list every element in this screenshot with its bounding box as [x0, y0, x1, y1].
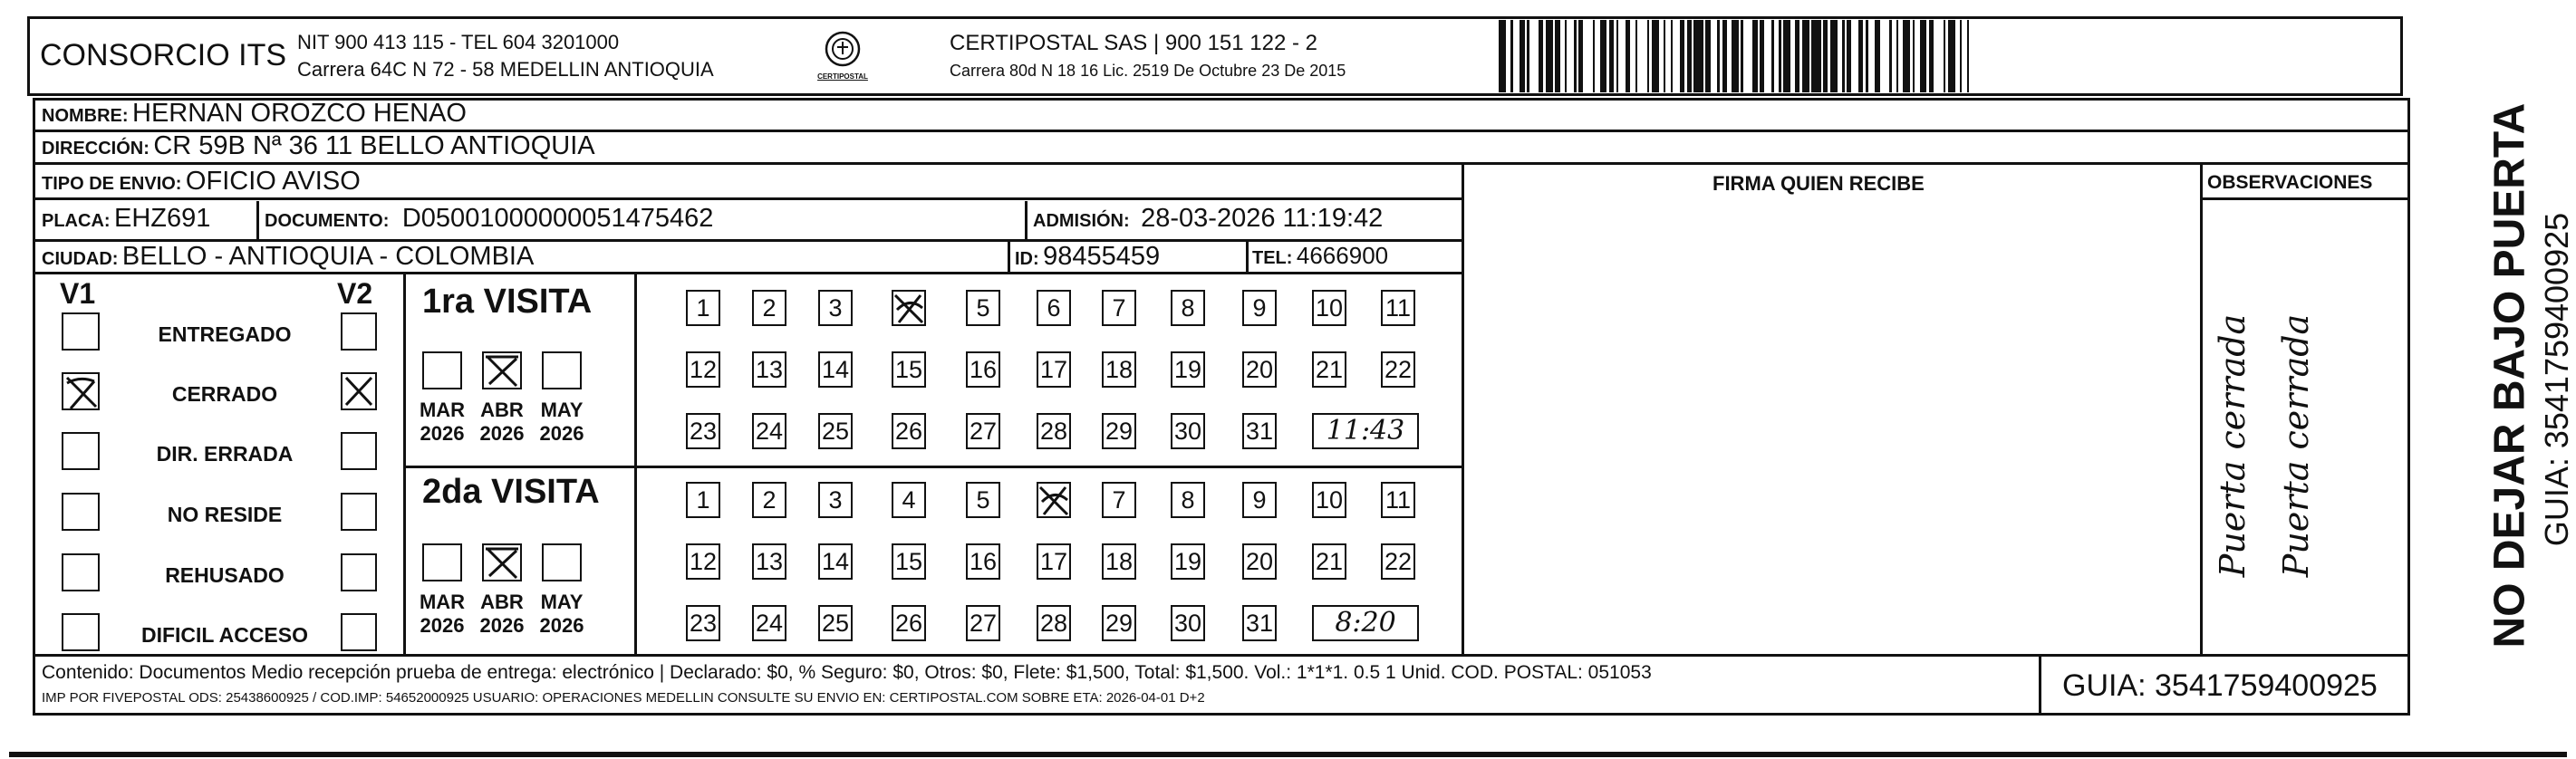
divider	[2200, 197, 2408, 200]
second-visit-year-label: 2026	[479, 614, 525, 637]
v2-header: V2	[337, 277, 373, 310]
status-option-label: DIR. ERRADA	[156, 442, 294, 466]
v2-checkbox[interactable]	[341, 432, 377, 470]
direccion-label: DIRECCIÓN:	[42, 139, 150, 159]
first-visit-day-box[interactable]: 27	[966, 413, 1000, 449]
ciudad-row	[42, 242, 534, 272]
divider	[2039, 654, 2041, 716]
admision-row	[1033, 204, 1383, 234]
status-option-label: REHUSADO	[165, 563, 285, 587]
second-visit-day-box[interactable]: 10	[1312, 482, 1346, 518]
second-visit-day-box[interactable]: 26	[892, 605, 926, 641]
ciudad-label: CIUDAD:	[42, 249, 119, 269]
first-visit-day-box[interactable]: 18	[1102, 351, 1136, 388]
first-visit-day-box[interactable]	[892, 290, 926, 326]
status-option-label: ENTREGADO	[158, 322, 292, 346]
second-visit-day-box[interactable]: 5	[966, 482, 1000, 518]
divider	[1008, 241, 1010, 272]
company-line-1: NIT 900 413 115 - TEL 604 3201000	[297, 31, 620, 53]
first-visit-month-checkbox[interactable]	[422, 351, 462, 389]
first-visit-day-box[interactable]: 3	[818, 290, 853, 326]
first-visit-day-box[interactable]: 23	[686, 413, 720, 449]
second-visit-day-box[interactable]: 13	[752, 543, 786, 580]
v2-checkbox[interactable]	[341, 372, 377, 410]
second-visit-month-label: MAY	[540, 591, 584, 613]
certipostal-logo	[815, 27, 870, 91]
second-visit-day-box[interactable]: 7	[1102, 482, 1136, 518]
first-visit-day-box[interactable]: 25	[818, 413, 853, 449]
nombre-label: NOMBRE:	[42, 106, 129, 126]
direccion-row	[42, 131, 595, 161]
second-visit-day-box[interactable]: 12	[686, 543, 720, 580]
first-visit-month-checkbox[interactable]	[542, 351, 582, 389]
divider	[34, 162, 2408, 165]
divider	[403, 272, 406, 654]
first-visit-year-label: 2026	[539, 422, 584, 445]
second-visit-day-box[interactable]: 8	[1171, 482, 1205, 518]
first-visit-month-label: MAR	[419, 399, 466, 421]
footer-guia: GUIA: 3541759400925	[2062, 668, 2378, 703]
v2-checkbox[interactable]	[341, 553, 377, 591]
divider	[2200, 162, 2203, 656]
first-visit-month-label: MAY	[540, 399, 584, 421]
id-label: ID:	[1015, 249, 1039, 269]
admision-label: ADMISIÓN:	[1033, 211, 1130, 231]
company-line-2: Carrera 64C N 72 - 58 MEDELLIN ANTIOQUIA	[297, 58, 714, 81]
footer-content-line: Contenido: Documentos Medio recepción prueba de entrega: electrónico | Declarado: $0, % Seguro: $0, Otros: $0, Flete: $1,500, Total: $1,500. Vol.: 1*1*1. 0.5 1 Unid. COD. POSTAL: 051053	[42, 662, 1652, 683]
first-visit-day-box[interactable]: 20	[1242, 351, 1277, 388]
second-visit-day-box[interactable]: 4	[892, 482, 926, 518]
first-visit-day-box[interactable]: 24	[752, 413, 786, 449]
second-visit-time-box[interactable]: 8:20	[1312, 605, 1419, 641]
second-visit-day-box[interactable]: 15	[892, 543, 926, 580]
observaciones-label: OBSERVACIONES	[2207, 172, 2373, 193]
documento-label: DOCUMENTO:	[265, 211, 390, 231]
second-visit-day-box[interactable]: 21	[1312, 543, 1346, 580]
firma-label: FIRMA QUIEN RECIBE	[1713, 172, 1925, 195]
certipostal-line-2: Carrera 80d N 18 16 Lic. 2519 De Octubre 23 De 2015	[950, 62, 1346, 80]
first-visit-day-box[interactable]: 1	[686, 290, 720, 326]
admision-value: 28-03-2026 11:19:42	[1141, 204, 1384, 233]
second-visit-day-box[interactable]	[1037, 482, 1071, 518]
first-visit-day-box[interactable]: 26	[892, 413, 926, 449]
first-visit-day-box[interactable]: 12	[686, 351, 720, 388]
divider	[256, 201, 259, 239]
tel-value: 4666900	[1296, 242, 1389, 269]
second-visit-title: 2da VISITA	[422, 473, 600, 511]
second-visit-day-box[interactable]: 17	[1037, 543, 1071, 580]
first-visit-time-box[interactable]: 11:43	[1312, 413, 1419, 449]
documento-value: D05001000000051475462	[401, 204, 714, 233]
first-visit-day-box[interactable]: 11	[1381, 290, 1415, 326]
id-row	[1015, 242, 1160, 272]
second-visit-day-box[interactable]: 29	[1102, 605, 1136, 641]
v1-checkbox[interactable]	[62, 372, 100, 410]
first-visit-day-box[interactable]: 21	[1312, 351, 1346, 388]
second-visit-month-label: ABR	[480, 591, 524, 613]
first-visit-day-box[interactable]: 8	[1171, 290, 1205, 326]
v1-checkbox[interactable]	[62, 613, 100, 651]
first-visit-year-label: 2026	[479, 422, 525, 445]
v1-checkbox[interactable]	[62, 493, 100, 531]
placa-value: EHZ691	[114, 204, 211, 233]
second-visit-day-box[interactable]: 28	[1037, 605, 1071, 641]
status-option-label: NO RESIDE	[167, 503, 283, 526]
v2-checkbox[interactable]	[341, 613, 377, 651]
second-visit-day-box[interactable]: 23	[686, 605, 720, 641]
second-visit-day-box[interactable]: 24	[752, 605, 786, 641]
company-name: CONSORCIO ITS	[40, 38, 287, 72]
footer-print-line: IMP POR FIVEPOSTAL ODS: 25438600925 / COD.IMP: 54652000925 USUARIO: OPERACIONES MEDELLIN CONSULTE SU ENVIO EN: CERTIPOSTAL.COM SOBRE ETA: 2026-04-01 D+2	[42, 690, 1205, 706]
second-visit-month-checkbox[interactable]	[482, 543, 522, 581]
second-visit-month-label: MAR	[419, 591, 466, 613]
divider	[1025, 201, 1028, 239]
first-visit-day-box[interactable]: 7	[1102, 290, 1136, 326]
first-visit-day-box[interactable]: 15	[892, 351, 926, 388]
divider	[1462, 162, 1464, 656]
divider	[634, 272, 637, 654]
second-visit-month-checkbox[interactable]	[542, 543, 582, 581]
first-visit-month-label: ABR	[480, 399, 524, 421]
divider	[34, 197, 1462, 200]
first-visit-day-box[interactable]: 13	[752, 351, 786, 388]
tipo-envio-value: OFICIO AVISO	[185, 167, 361, 196]
first-visit-month-checkbox[interactable]	[482, 351, 522, 389]
observation-handwriting-1: Puerta cerrada	[2213, 313, 2253, 578]
second-visit-day-box[interactable]: 3	[818, 482, 853, 518]
divider	[34, 654, 2408, 657]
form-frame	[33, 98, 2410, 716]
tel-label: TEL:	[1252, 248, 1293, 268]
second-visit-day-box[interactable]: 9	[1242, 482, 1277, 518]
first-visit-day-box[interactable]: 30	[1171, 413, 1205, 449]
observation-handwriting-2: Puerta cerrada	[2276, 313, 2316, 578]
second-visit-day-box[interactable]: 11	[1381, 482, 1415, 518]
tipo-envio-label: TIPO DE ENVIO:	[42, 174, 182, 194]
v2-checkbox[interactable]	[341, 312, 377, 351]
placa-label: PLACA:	[42, 211, 111, 231]
status-option-label: CERRADO	[171, 382, 278, 406]
second-visit-day-box[interactable]: 27	[966, 605, 1000, 641]
tipo-envio-row	[42, 167, 361, 197]
second-visit-day-box[interactable]: 31	[1242, 605, 1277, 641]
first-visit-day-box[interactable]: 31	[1242, 413, 1277, 449]
first-visit-day-box[interactable]: 19	[1171, 351, 1205, 388]
second-visit-day-box[interactable]: 25	[818, 605, 853, 641]
documento-row	[265, 204, 713, 234]
second-visit-month-checkbox[interactable]	[422, 543, 462, 581]
second-visit-day-box[interactable]: 30	[1171, 605, 1205, 641]
first-visit-day-box[interactable]: 17	[1037, 351, 1071, 388]
second-visit-day-box[interactable]: 2	[752, 482, 786, 518]
bottom-edge	[9, 752, 2567, 757]
side-guia: GUIA: 3541759400925	[2538, 212, 2575, 547]
ciudad-value: BELLO - ANTIOQUIA - COLOMBIA	[121, 242, 535, 271]
second-visit-day-box[interactable]: 20	[1242, 543, 1277, 580]
tel-row	[1252, 242, 1388, 270]
second-visit-day-box[interactable]: 22	[1381, 543, 1415, 580]
first-visit-day-box[interactable]: 14	[818, 351, 853, 388]
v1-header: V1	[60, 277, 96, 310]
nombre-row	[42, 99, 467, 129]
first-visit-day-box[interactable]: 6	[1037, 290, 1071, 326]
second-visit-day-box[interactable]: 16	[966, 543, 1000, 580]
nombre-value: HERNAN OROZCO HENAO	[132, 99, 467, 128]
direccion-value: CR 59B Nª 36 11 BELLO ANTIOQUIA	[153, 131, 595, 160]
first-visit-day-box[interactable]: 5	[966, 290, 1000, 326]
first-visit-day-box[interactable]: 10	[1312, 290, 1346, 326]
first-visit-day-box[interactable]: 2	[752, 290, 786, 326]
second-visit-year-label: 2026	[420, 614, 465, 637]
v1-checkbox[interactable]	[62, 312, 100, 351]
logo-caption: CERTIPOSTAL	[817, 72, 868, 81]
status-option-label: DIFICIL ACCESO	[140, 623, 308, 647]
second-visit-day-box[interactable]: 18	[1102, 543, 1136, 580]
first-visit-day-box[interactable]: 16	[966, 351, 1000, 388]
first-visit-day-box[interactable]: 29	[1102, 413, 1136, 449]
v1-checkbox[interactable]	[62, 432, 100, 470]
first-visit-day-box[interactable]: 9	[1242, 290, 1277, 326]
first-visit-title: 1ra VISITA	[422, 283, 593, 321]
second-visit-day-box[interactable]: 19	[1171, 543, 1205, 580]
second-visit-year-label: 2026	[539, 614, 584, 637]
divider	[403, 466, 1462, 468]
certipostal-line-1: CERTIPOSTAL SAS | 900 151 122 - 2	[950, 31, 1317, 55]
v2-checkbox[interactable]	[341, 493, 377, 531]
first-visit-day-box[interactable]: 22	[1381, 351, 1415, 388]
divider	[34, 272, 1462, 274]
second-visit-day-box[interactable]: 1	[686, 482, 720, 518]
id-value: 98455459	[1043, 242, 1161, 271]
divider	[1246, 241, 1249, 272]
v1-checkbox[interactable]	[62, 553, 100, 591]
first-visit-year-label: 2026	[420, 422, 465, 445]
barcode	[1499, 20, 2242, 92]
placa-row	[42, 204, 210, 234]
no-dejar-notice: NO DEJAR BAJO PUERTA	[2485, 102, 2534, 649]
second-visit-day-box[interactable]: 14	[818, 543, 853, 580]
first-visit-day-box[interactable]: 28	[1037, 413, 1071, 449]
